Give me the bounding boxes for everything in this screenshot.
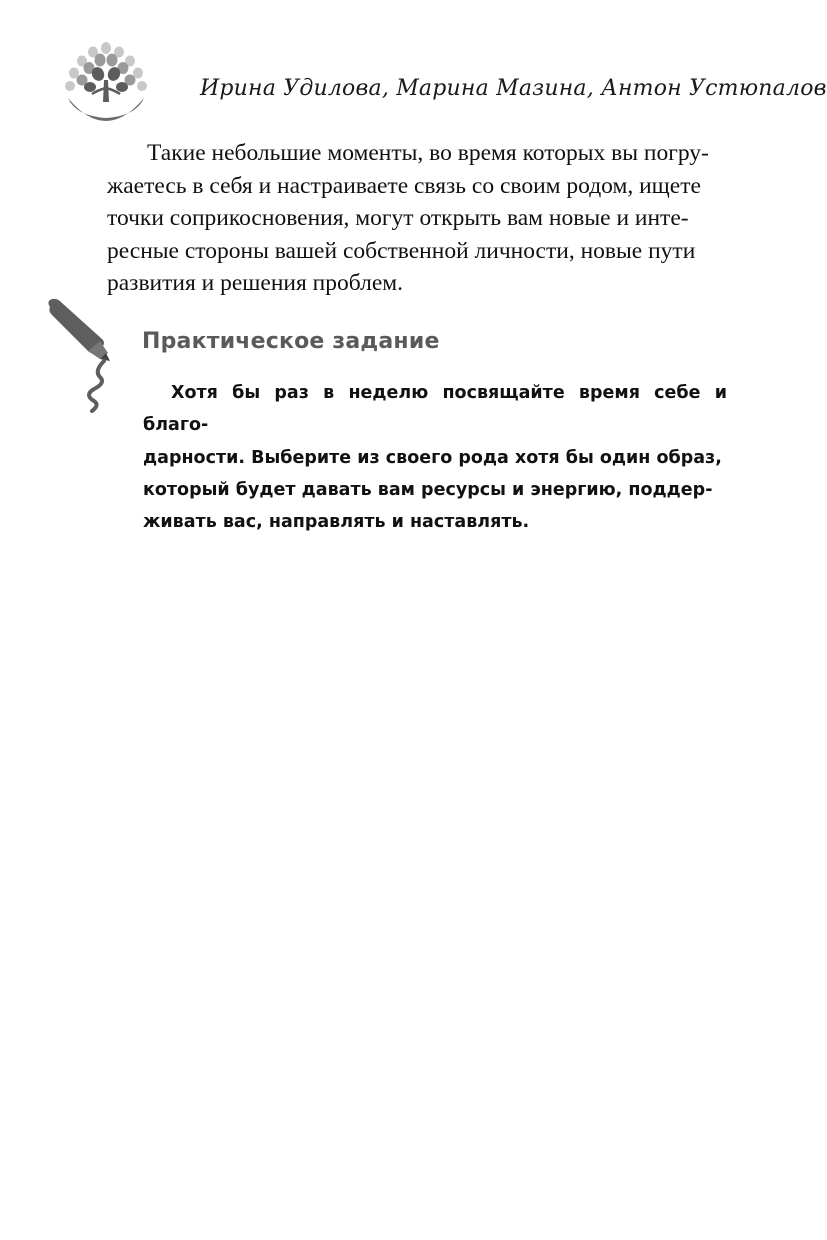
task-line: который будет давать вам ресурсы и энергию, поддер- [143,479,713,500]
paragraph-line: ресные стороны вашей собственной личности, новые пути [107,237,696,264]
task-line: дарности. Выберите из своего рода хотя бы один образ, [143,447,722,468]
paragraph-line: жаетесь в себя и настраиваете связь со своим родом, ищете [107,172,701,199]
body-paragraph [107,137,727,300]
running-head-authors: Ирина Удилова, Марина Мазина, Антон Устюпалов [200,76,827,101]
task-line: Хотя бы раз в неделю посвящайте время себе и благо- [143,383,727,436]
fountain-pen-icon [44,295,116,415]
practical-task-text [143,377,727,538]
practical-task-heading: Практическое задание [142,329,440,354]
task-line: живать вас, направлять и наставлять. [143,512,530,533]
paragraph-line: Такие небольшие моменты, во время которых вы погру- [147,140,709,166]
paragraph-line: развития и решения проблем. [107,270,404,296]
tree-of-life-icon [60,40,152,132]
paragraph-line: точки соприкосновения, могут открыть вам новые и инте- [107,205,689,231]
